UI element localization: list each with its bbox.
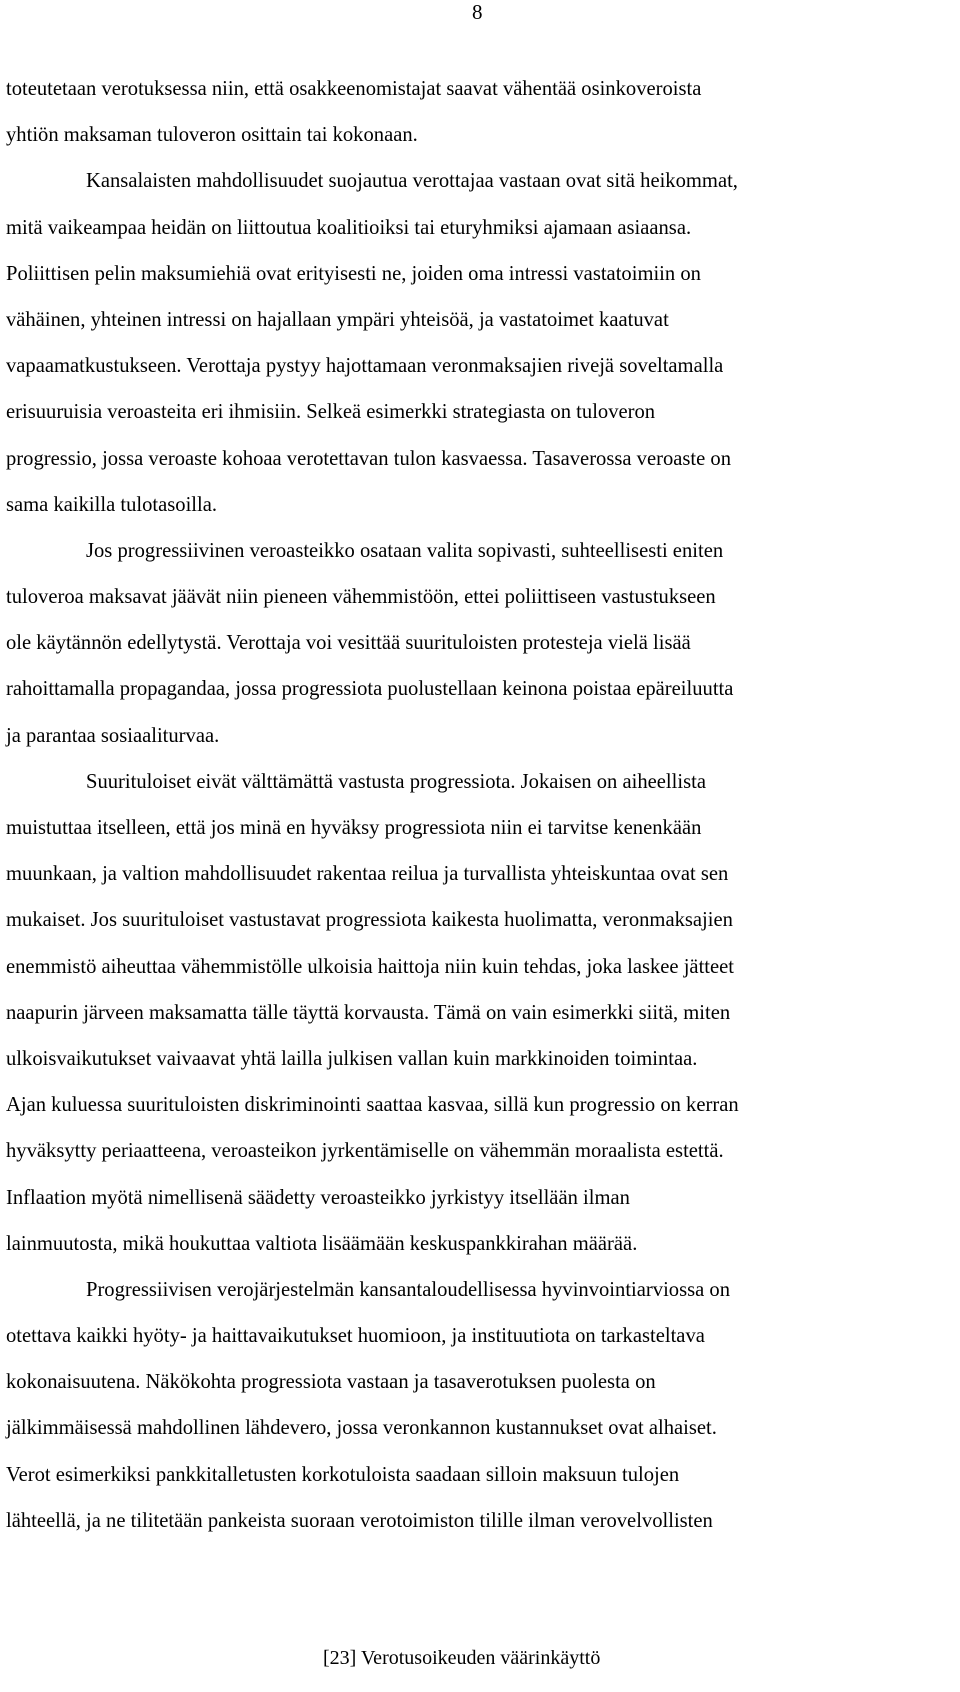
text-line: Suurituloiset eivät välttämättä vastusta progressiota. Jokaisen on aiheellista bbox=[86, 770, 706, 793]
text-line: Jos progressiivinen veroasteikko osataan valita sopivasti, suhteellisesti eniten bbox=[86, 539, 724, 562]
text-line: Progressiivisen verojärjestelmän kansantaloudellisessa hyvinvointiarviossa on bbox=[86, 1278, 730, 1301]
text-line: ulkoisvaikutukset vaivaavat yhtä lailla julkisen vallan kuin markkinoiden toimintaa. bbox=[6, 1047, 698, 1070]
text-line: otettava kaikki hyöty- ja haittavaikutukset huomioon, ja instituutiota on tarkasteltava bbox=[6, 1325, 705, 1348]
text-line: sama kaikilla tulotasoilla. bbox=[6, 493, 218, 516]
text-line: vapaamatkustukseen. Verottaja pystyy hajottamaan veronmaksajien rivejä soveltamalla bbox=[6, 355, 724, 378]
text-line: yhtiön maksaman tuloveron osittain tai kokonaan. bbox=[6, 124, 418, 147]
text-line: Inflaation myötä nimellisenä säädetty veroasteikko jyrkistyy itsellään ilman bbox=[6, 1186, 630, 1209]
text-line: tuloveroa maksavat jäävät niin pieneen vähemmistöön, ettei poliittiseen vastustukseen bbox=[6, 586, 716, 609]
text-line: lainmuutosta, mikä houkuttaa valtiota lisäämään keskuspankkirahan määrää. bbox=[6, 1232, 638, 1255]
text-line: ja parantaa sosiaaliturvaa. bbox=[6, 724, 220, 747]
text-line: muunkaan, ja valtion mahdollisuudet rakentaa reilua ja turvallista yhteiskuntaa ovat sen bbox=[6, 863, 729, 886]
text-line: Verot esimerkiksi pankkitalletusten korkotuloista saadaan silloin maksuun tulojen bbox=[6, 1463, 680, 1486]
text-line: lähteellä, ja ne tilitetään pankeista suoraan verotoimiston tilille ilman verovelvollisten bbox=[6, 1509, 713, 1532]
text-line: hyväksytty periaatteena, veroasteikon jyrkentämiselle on vähemmän moraalista estettä. bbox=[6, 1140, 724, 1163]
text-line: Ajan kuluessa suurituloisten diskriminointi saattaa kasvaa, sillä kun progressio on kerran bbox=[6, 1094, 739, 1117]
page-number: 8 bbox=[472, 0, 483, 24]
text-line: mitä vaikeampaa heidän on liittoutua koalitioiksi tai eturyhmiksi ajamaan asiaansa. bbox=[6, 216, 692, 239]
text-line: mukaiset. Jos suurituloiset vastustavat progressiota kaikesta huolimatta, veronmaksajien bbox=[6, 909, 733, 932]
text-line: rahoittamalla propagandaa, jossa progressiota puolustellaan keinona poistaa epäreiluutta bbox=[6, 678, 734, 701]
text-line: kokonaisuutena. Näkökohta progressiota vastaan ja tasaverotuksen puolesta on bbox=[6, 1371, 656, 1394]
text-line: jälkimmäisessä mahdollinen lähdevero, jossa veronkannon kustannukset ovat alhaiset. bbox=[6, 1417, 717, 1440]
text-line: vähäinen, yhteinen intressi on hajallaan ympäri yhteisöä, ja vastatoimet kaatuvat bbox=[6, 308, 669, 331]
text-line: enemmistö aiheuttaa vähemmistölle ulkoisia haittoja niin kuin tehdas, joka laskee jätteet bbox=[6, 955, 735, 978]
text-line: Kansalaisten mahdollisuudet suojautua verottajaa vastaan ovat sitä heikommat, bbox=[86, 170, 738, 193]
footnote: [23] Verotusoikeuden väärinkäyttö bbox=[323, 1647, 601, 1669]
text-line: Poliittisen pelin maksumiehiä ovat erityisesti ne, joiden oma intressi vastatoimiin on bbox=[6, 262, 701, 285]
text-line: ole käytännön edellytystä. Verottaja voi vesittää suurituloisten protesteja vielä lisää bbox=[6, 632, 691, 655]
text-line: muistuttaa itselleen, että jos minä en hyväksy progressiota niin ei tarvitse kenenkään bbox=[6, 817, 702, 839]
text-line: toteutetaan verotuksessa niin, että osakkeenomistajat saavat vähentää osinkoveroista bbox=[6, 78, 702, 100]
text-line: progressio, jossa veroaste kohoaa verotettavan tulon kasvaessa. Tasaverossa veroaste on bbox=[6, 447, 732, 470]
text-line: erisuuruisia veroasteita eri ihmisiin. Selkeä esimerkki strategiasta on tuloveron bbox=[6, 401, 656, 424]
text-line: naapurin järveen maksamatta tälle täyttä korvausta. Tämä on vain esimerkki siitä, miten bbox=[6, 1001, 731, 1024]
body-text bbox=[6, 66, 946, 1544]
